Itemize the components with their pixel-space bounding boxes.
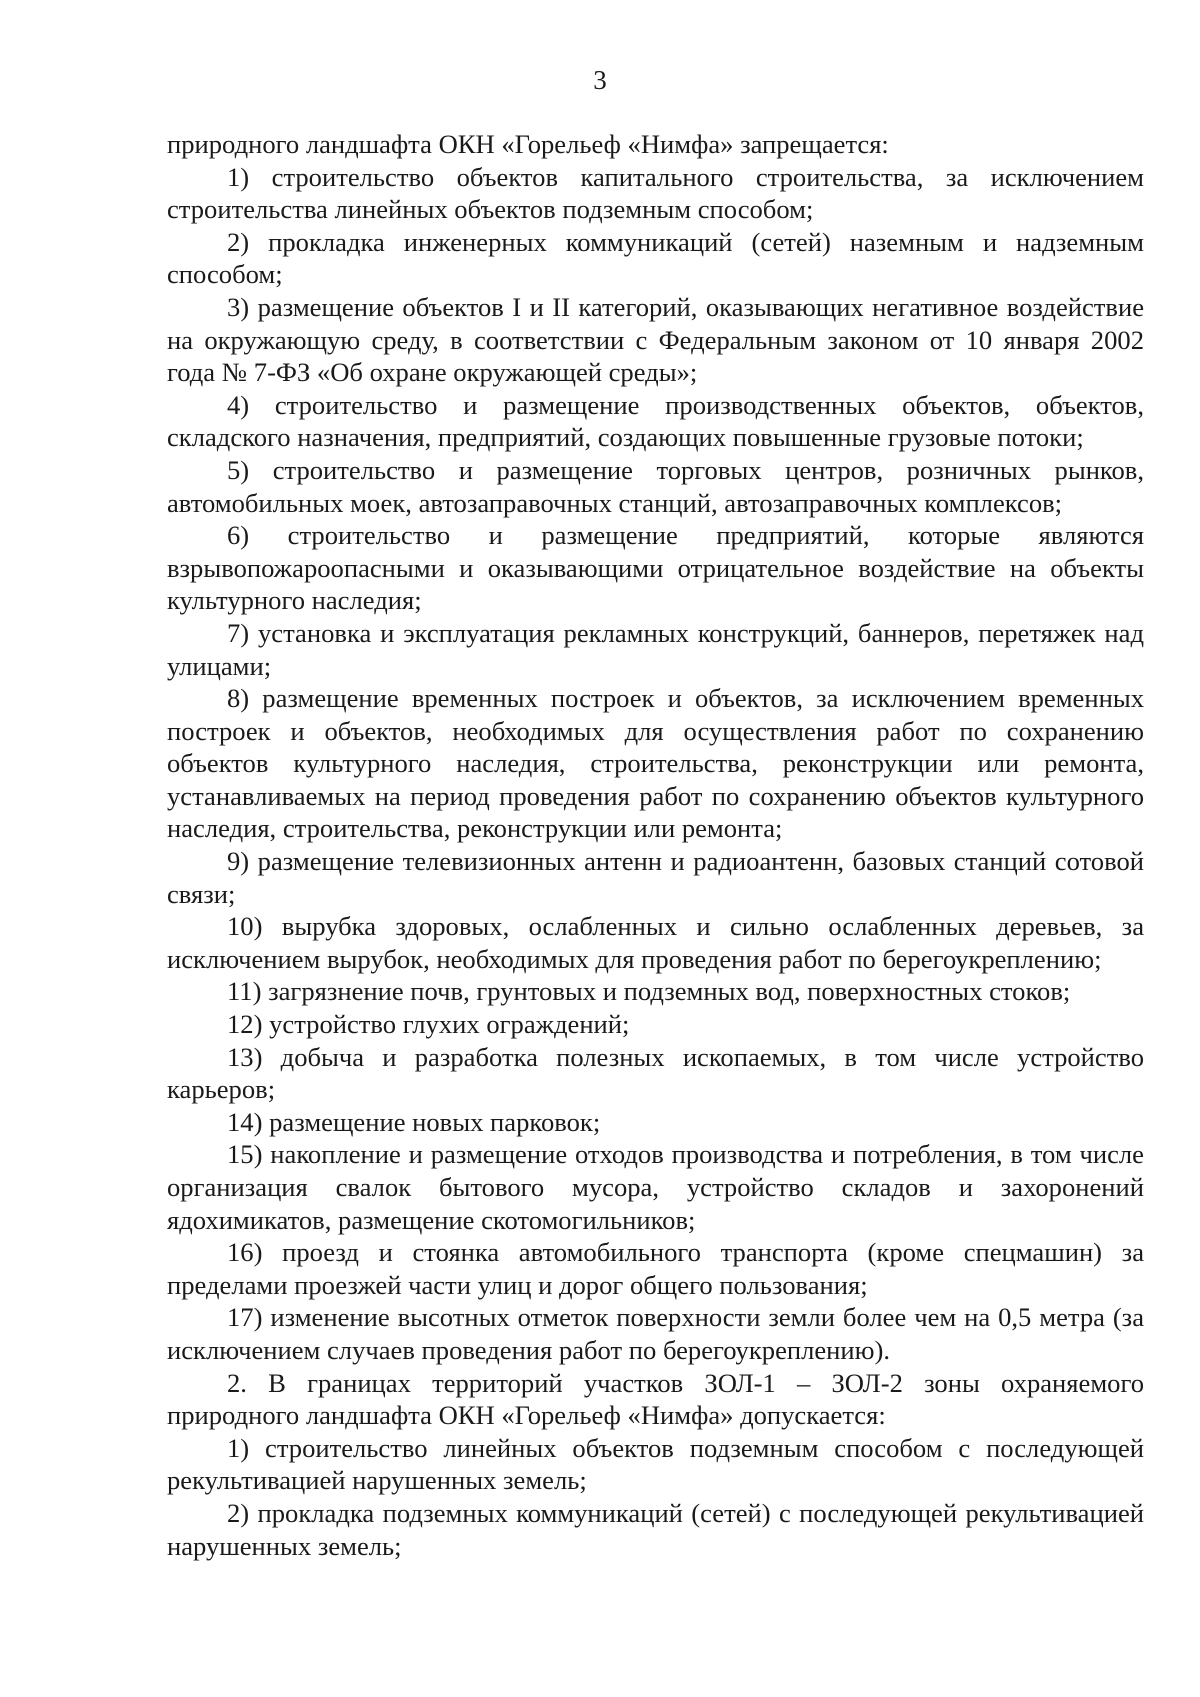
paragraph: 14) размещение новых парковок;	[227, 1106, 601, 1137]
paragraph: 2) прокладка подземных коммуникаций (сетей) с последующей рекультивацией нарушенных земель;	[167, 1497, 1144, 1561]
paragraph: 11) загрязнение почв, грунтовых и подземных вод, поверхностных стоков;	[227, 976, 1071, 1007]
paragraph: 16) проезд и стоянка автомобильного транспорта (кроме спецмашин) за пределами проезжей части улиц и дорог общего пользования;	[167, 1237, 1144, 1300]
paragraph: 3) размещение объектов I и II категорий, оказывающих негативное воздействие на окружающую среду, в соответствии с Федеральным законом от 10 января 2002 года № 7-ФЗ «Об охране окружающей среды»;	[167, 291, 1144, 388]
paragraph: 7) установка и эксплуатация рекламных конструкций, баннеров, перетяжек над улицами;	[167, 617, 1144, 681]
paragraph: 9) размещение телевизионных антенн и радиоантенн, базовых станций сотовой связи;	[167, 846, 1144, 909]
paragraph: 12) устройство глухих ограждений;	[227, 1009, 630, 1040]
paragraph: 17) изменение высотных отметок поверхности земли более чем на 0,5 метра (за исключением случаев проведения работ по берегоукреплению).	[167, 1302, 1144, 1365]
paragraph: 8) размещение временных построек и объектов, за исключением временных построек и объектов, необходимых для осуществления работ по сохранению объектов культурного наследия, строительства, реконструкции или ремонта, устанавливаемых на период проведения работ по сохранению объектов культурного наследия, строительства, реконструкции или ремонта;	[167, 683, 1144, 844]
paragraph: 2. В границах территорий участков ЗОЛ-1 – ЗОЛ-2 зоны охраняемого природного ландшафта ОКН «Горельеф «Нимфа» допускается:	[167, 1367, 1144, 1431]
page-number: 3	[593, 65, 607, 95]
paragraph: 15) накопление и размещение отходов производства и потребления, в том числе организация свалок бытового мусора, устройство складов и захоронений ядохимикатов, размещение скотомогильников;	[167, 1139, 1144, 1235]
paragraph: 2) прокладка инженерных коммуникаций (сетей) наземным и надземным способом;	[167, 226, 1144, 290]
document-body	[167, 128, 1144, 1562]
paragraph: 10) вырубка здоровых, ослабленных и сильно ослабленных деревьев, за исключением вырубок, необходимых для проведения работ по берегоукреплению;	[167, 911, 1144, 974]
paragraph: 1) строительство линейных объектов подземным способом с последующей рекультивацией нарушенных земель;	[167, 1432, 1144, 1496]
paragraph: природного ландшафта ОКН «Горельеф «Нимфа» запрещается:	[167, 129, 889, 159]
paragraph: 1) строительство объектов капитального строительства, за исключением строительства линейных объектов подземным способом;	[167, 161, 1144, 225]
paragraph: 4) строительство и размещение производственных объектов, объектов, складского назначения, предприятий, создающих повышенные грузовые потоки;	[167, 389, 1144, 453]
paragraph: 6) строительство и размещение предприятий, которые являются взрывопожароопасными и оказывающими отрицательное воздействие на объекты культурного наследия;	[167, 520, 1144, 616]
paragraph: 13) добыча и разработка полезных ископаемых, в том числе устройство карьеров;	[167, 1041, 1144, 1105]
paragraph: 5) строительство и размещение торговых центров, розничных рынков, автомобильных моек, автозаправочных станций, автозаправочных комплексов;	[167, 454, 1144, 518]
